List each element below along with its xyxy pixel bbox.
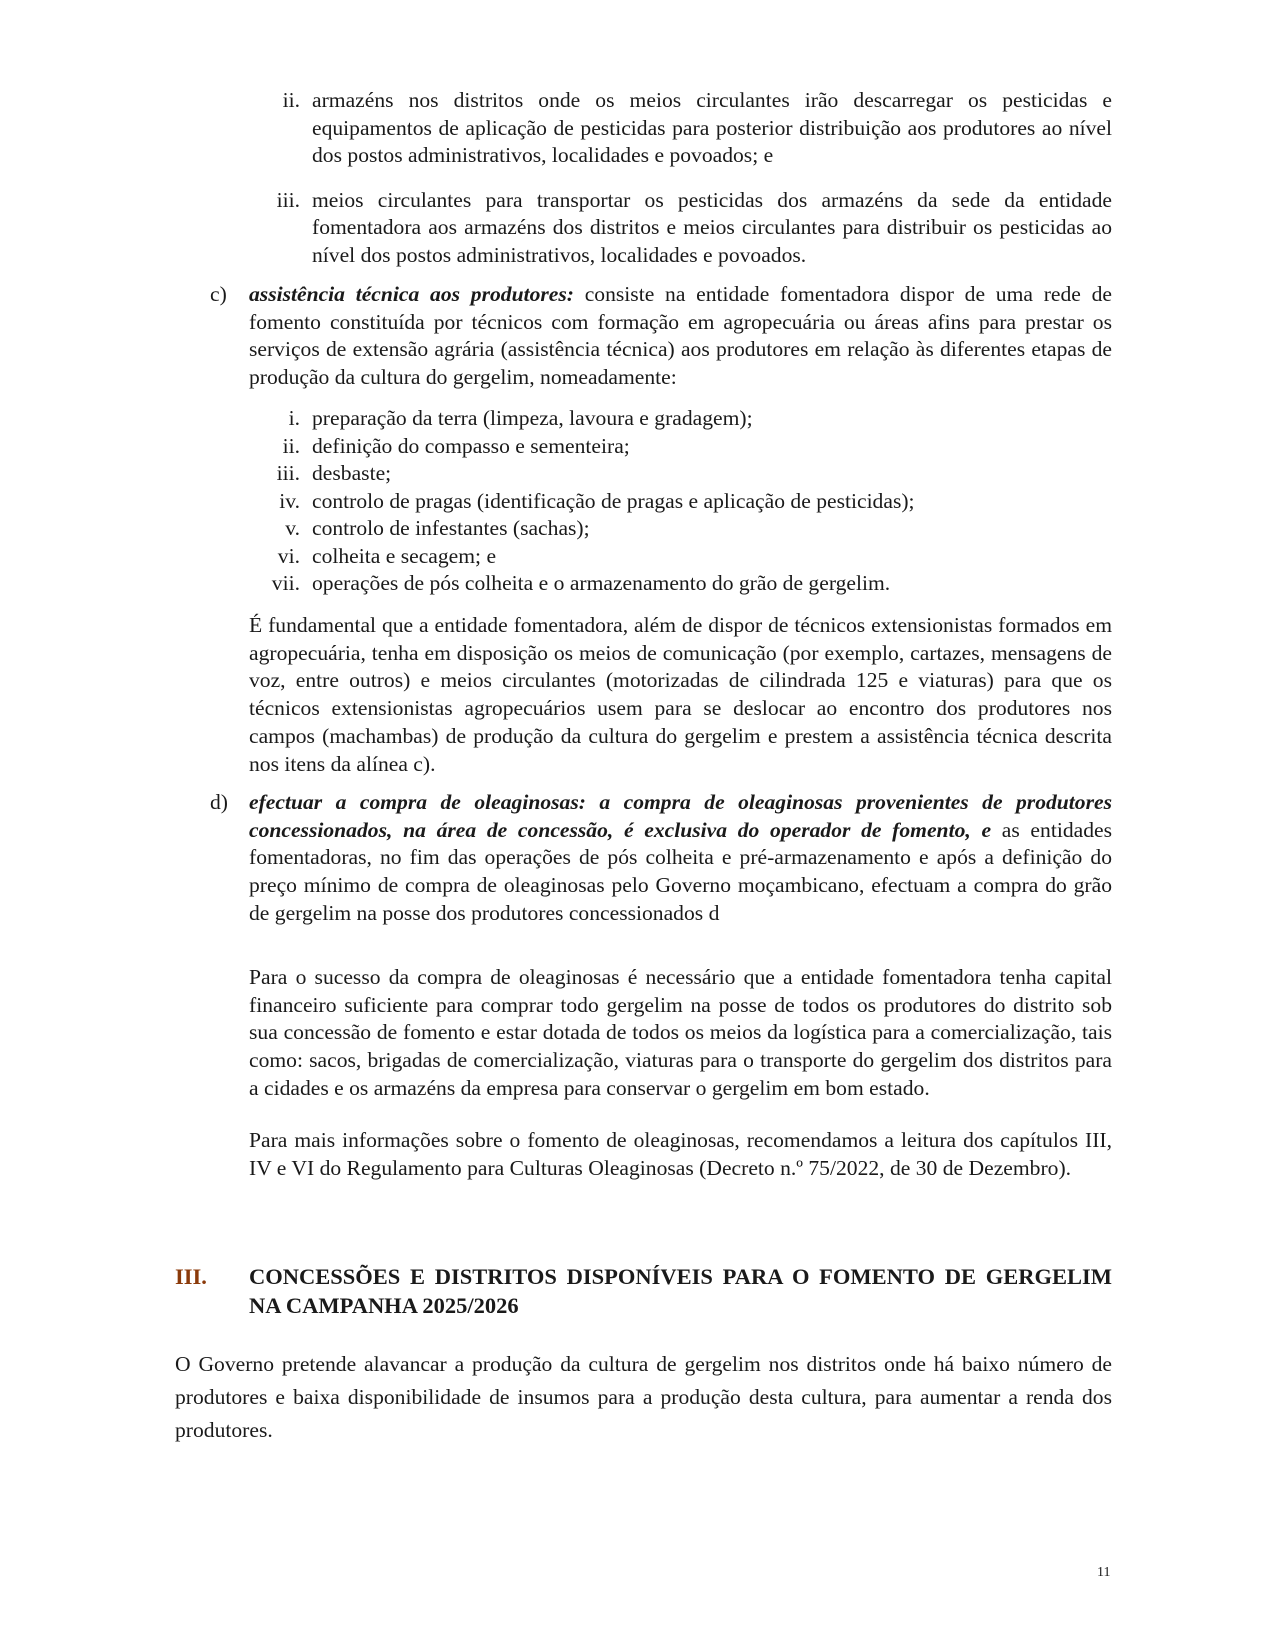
list-item-text: meios circulantes para transportar os pesticidas dos armazéns da sede da entidade fomentadora aos armazéns dos distritos e meios circulantes para distribuir os pesticidas ao nível dos postos administrativos, localidades e povoados.: [312, 187, 1112, 267]
section-heading: [175, 1262, 1112, 1320]
list-item-number: vi.: [277, 543, 300, 568]
list-item-text: colheita e secagem; e: [312, 543, 497, 568]
section-number: III.: [175, 1264, 207, 1289]
list-item-number: iv.: [279, 488, 300, 513]
item-c-note: É fundamental que a entidade fomentadora, além de dispor de técnicos extensionistas formados em agropecuária, tenha em disposição os meios de comunicação (por exemplo, cartazes, mensagens de voz, entre outros) e meios circulantes (motorizadas de cilindrada 125 e viaturas) para que os técnicos extensionistas agropecuários usem para se deslocar ao encontro dos produtores nos campos (machambas) de produção da cultura do gergelim e prestem a assistência técnica descrita nos itens da alínea c).: [249, 613, 1112, 776]
list-item-text: preparação da terra (limpeza, lavoura e gradagem);: [312, 406, 753, 430]
list-item: [262, 515, 1112, 543]
list-item-text: controlo de infestantes (sachas);: [312, 516, 590, 540]
list-item: [262, 460, 1112, 488]
item-c: [210, 281, 1112, 392]
list-item-number: iii.: [276, 461, 300, 485]
sub-list-continuation: [262, 87, 1112, 269]
item-d-note-1: Para o sucesso da compra de oleaginosas é necessário que a entidade fomentadora tenha capital financeiro suficiente para comprar todo gergelim na posse de todos os produtores do distrito sob sua concessão de fomento e estar dotada de todos os meios da logística para a comercialização, tais como: sacos, brigadas de comercialização, viaturas para o transporte do gergelim dos distritos para a cidades e os armazéns da empresa para conservar o gergelim em bom estado.: [249, 965, 1112, 1100]
section-title: CONCESSÕES E DISTRITOS DISPONÍVEIS PARA O FOMENTO DE GERGELIM NA CAMPANHA 2025/2026: [249, 1264, 1112, 1318]
list-item-number: v.: [285, 516, 300, 540]
list-item-number: i.: [288, 406, 300, 430]
list-item-text: desbaste;: [312, 461, 392, 485]
list-item: [262, 187, 1112, 270]
item-d: [210, 789, 1112, 928]
list-item-text: operações de pós colheita e o armazenamento do grão de gergelim.: [312, 571, 891, 595]
item-d-text: as entidades fomentadoras, no fim das operações de pós colheita e pré-armazenamento e após a definição do preço mínimo de compra de oleaginosas pelo Governo moçambicano, efectuam a compra do grão de gergelim na posse dos produtores concessionados d: [249, 817, 1112, 925]
list-item-text: definição do compasso e sementeira;: [312, 433, 630, 458]
list-item-text: controlo de pragas (identificação de pragas e aplicação de pesticidas);: [312, 488, 915, 513]
list-item: [262, 433, 1112, 461]
list-item: [262, 405, 1112, 433]
item-d-term: efectuar a compra de oleaginosas: a compra de oleaginosas provenientes de produtores concessionados, na área de concessão, é exclusiva do operador de fomento, e: [249, 790, 1112, 842]
section-body: O Governo pretende alavancar a produção da cultura de gergelim nos distritos onde há baixo número de produtores e baixa disponibilidade de insumos para a produção desta cultura, para aumentar a renda dos produtores.: [175, 1352, 1112, 1442]
list-item-text: armazéns nos distritos onde os meios circulantes irão descarregar os pesticidas e equipamentos de aplicação de pesticidas para posterior distribuição aos produtores ao nível dos postos administrativos, localidades e povoados; e: [312, 88, 1112, 167]
list-item: [262, 488, 1112, 516]
item-d-label: d): [210, 790, 228, 814]
item-c-term: assistência técnica aos produtores:: [249, 282, 574, 306]
item-c-text: consiste na entidade fomentadora dispor de uma rede de fomento constituída por técnicos com formação em agropecuária ou áreas afins para prestar os serviços de extensão agrária (assistência técnica) aos produtores em relação às diferentes etapas de produção da cultura do gergelim, nomeadamente:: [249, 282, 1112, 390]
list-item: [262, 570, 1112, 598]
list-item-number: ii.: [282, 433, 300, 458]
list-item: [262, 87, 1112, 170]
item-c-sublist: [262, 405, 1112, 598]
item-c-label: c): [210, 282, 227, 306]
list-item-number: iii.: [276, 187, 300, 212]
list-item: [262, 543, 1112, 571]
item-c-body: [249, 281, 1112, 392]
page-number: 11: [1097, 1565, 1111, 1580]
list-item-number: ii.: [282, 88, 300, 112]
item-d-body: [249, 789, 1112, 928]
item-d-note-2: Para mais informações sobre o fomento de oleaginosas, recomendamos a leitura dos capítulos III, IV e VI do Regulamento para Culturas Oleaginosas (Decreto n.º 75/2022, de 30 de Dezembro).: [249, 1128, 1112, 1180]
list-item-number: vii.: [271, 571, 300, 595]
